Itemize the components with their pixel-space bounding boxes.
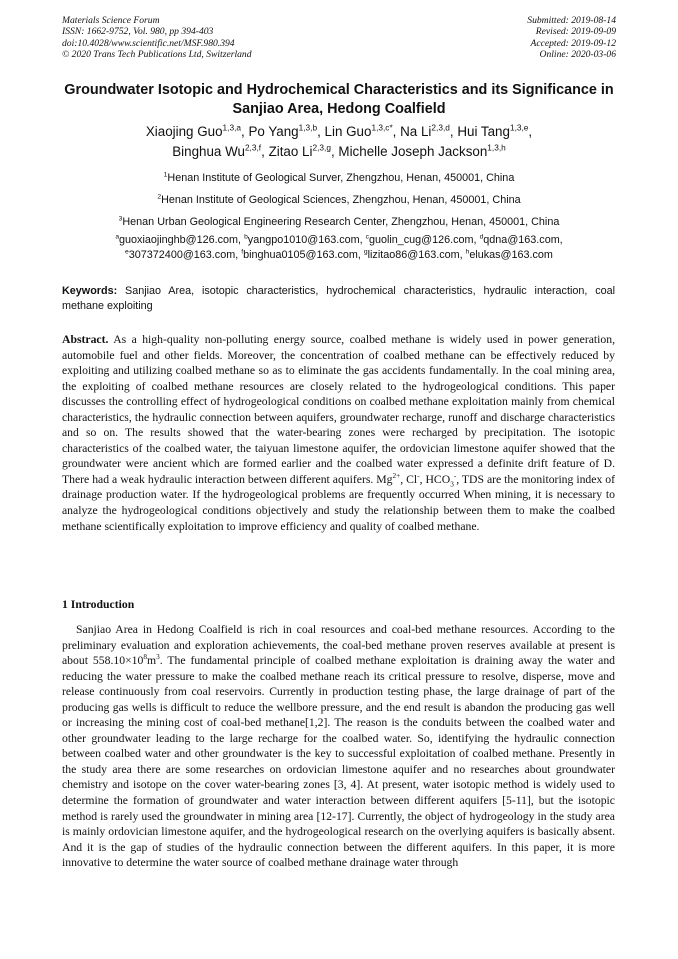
dates-header <box>527 15 616 61</box>
affiliation: $^1$Henan Institute of Geological Surver, Zhengzhou, Henan, 450001, China <box>163 171 515 184</box>
affiliation: $^2$Henan Institute of Geological Sciences, Zhengzhou, Henan, 450001, China <box>157 193 521 206</box>
author-list <box>60 122 618 162</box>
author: Zitao Li$^{2,3,g}$, <box>268 142 335 159</box>
affiliations <box>40 167 638 233</box>
author: Michelle Joseph Jackson$^{1,3,h}$ <box>338 142 506 159</box>
introduction-body: Sanjiao Area in Hedong Coalfield is rich in coal resources and coal-bed methane resources. According to the preliminary evaluation and exploration achievements, the coal-bed methane proven reserves available at present is about $558.10\times 10^8m^3$. The fundamental principle of coalbed methane exploitation is draining away the water and reducing the water pressure to make the coalbed methane reach its critical pressure to resolve, disperse, move and release continuously from coal reservoirs. Currently in production testing phase, the large drainage of part of the producing gas wells is difficult to reduce the wellbore pressure, and the end result is abandon the producing gas well or increasing the mining cost of coal-bed methane[1,2]. The reason is the conduits between the coalbed water and other groundwater leading to the large recharge for the coalbed water. So, identifying the hydraulic connection between coalbed water and other groundwater is the key to successful exploitation of coalbed methane. Presently in the study area there are some researches on ordovician limestone aquifer and no researches about groundwater chemistry and isotope on the cover water-bearing zones [3, 4]. At present, water isotopic method is widely used to determine the formation of groundwater and water interaction between different aquifers [5-11], but the isotopic method is rarely used the groundwater in mining area [12-17]. Currently, the object of hydrogeology in the study area is mainly ordovician limestone aquifer, and the hydrogeological research on the overlying aquifers is basically absent. And it is the gap of studies of the hydraulic connection between the different aquifers. In this paper, it is more innovative to determine the water source of coalbed methane drainage water through <box>62 623 616 870</box>
online-date: Online: 2020-03-06 <box>539 49 616 61</box>
email[interactable]: $^e$307372400@163.com, <box>125 248 239 261</box>
keywords <box>62 284 615 313</box>
issn-line: ISSN: 1662-9752, Vol. 980, pp 394-403 <box>62 26 214 38</box>
section-heading: 1 Introduction <box>62 598 135 611</box>
email[interactable]: $^b$yangpo1010@163.com, <box>244 233 363 246</box>
email[interactable]: $^g$lizitao86@163.com, <box>363 248 463 261</box>
abstract-label: Abstract. <box>62 333 109 346</box>
author: Lin Guo$^{1,3,c*}$, <box>324 122 397 139</box>
email[interactable]: $^h$elukas@163.com <box>465 248 553 261</box>
affiliation: $^3$Henan Urban Geological Engineering Research Center, Zhengzhou, Henan, 450001, China <box>118 215 560 228</box>
author: Binghua Wu$^{2,3,f}$, <box>172 142 265 159</box>
email-line <box>40 248 638 263</box>
accepted-date: Accepted: 2019-09-12 <box>530 37 616 49</box>
author: Xiaojing Guo$^{1,3,a}$, <box>145 122 245 139</box>
copyright-line: © 2020 Trans Tech Publications Ltd, Switzerland <box>62 49 252 61</box>
email[interactable]: $^f$binghua0105@163.com, <box>241 248 361 261</box>
abstract: Abstract. As a high-quality non-polluting energy source, coalbed methane is widely used in power generation, automobile fuel and other fields. Moreover, the concentration of coalbed methane can be effectively reduced by exploiting and utilizing coalbed methane so as to eliminate the gas accidents fundamentally. In the coal mining area, the exploiting of coalbed methane resources are closely related to the hydrogeological conditions. This paper discusses the controlling effect of hydrogeological conditions on coalbed methane exploitation mainly from chemical characteristics, the hydraulic connection between aquifers, groundwater recharge, runoff and discharge characteristics and so on. The results showed that the water-bearing zones were recharged by precipitation. The isotopic characteristics of the coalbed water, the taiyuan limestone aquifer, the ordovician limestone aquifer showed that the groundwater were ancient which are formed earlier and the coalbed water expressed a definite drift feature of D. There had a weak hydraulic interaction between different aquifers. $Mg^{2+}$, Cl-, $HCO_3^-$, TDS are the monitoring index of drainage production water. If the hydrogeological problems are frequently occurred When mining, it is necessary to analyze the hydrogeological conditions objectively and study the relationship between them to make the coalbed methane scientifically exploitation to improve efficiency and quality of coalbed methane. <box>62 333 616 533</box>
keywords-text: Sanjiao Area, isotopic characteristics, hydrochemical characteristics, hydraulic interaction, coal methane exploiting <box>62 285 615 312</box>
author: Hui Tang$^{1,3,e}$, <box>457 122 533 139</box>
journal-header <box>62 15 252 61</box>
email[interactable]: $^d$qdna@163.com, <box>479 233 563 246</box>
paper-title: Groundwater Isotopic and Hydrochemical Characteristics and its Significance in Sanjiao Area, Hedong Coalfield <box>64 82 614 117</box>
author: Po Yang$^{1,3,b}$, <box>248 122 321 139</box>
abstract-text: As a high-quality non-polluting energy source, coalbed methane is widely used in power generation, automobile fuel and other fields. Moreover, the concentration of coalbed methane can be effectively reduced by exploiting and utilizing coalbed methane so as to eliminate the gas accidents fundamentally. In the coal mining area, the exploiting of coalbed methane resources are closely related to the hydrogeological conditions. This paper discusses the controlling effect of hydrogeological conditions on coalbed methane exploitation mainly from chemical characteristics, the hydraulic connection between aquifers, groundwater recharge, runoff and discharge characteristics and so on. The results showed that the water-bearing zones were recharged by precipitation. The isotopic characteristics of the coalbed water, the taiyuan limestone aquifer, the ordovician limestone aquifer showed that the groundwater were ancient which are formed earlier and the coalbed water expressed a definite drift feature of D. There had a weak hydraulic interaction between different aquifers. Mg <box>62 333 616 486</box>
journal-name: Materials Science Forum <box>62 15 160 26</box>
email-list <box>40 233 638 263</box>
keywords-label: Keywords: <box>62 285 118 297</box>
submitted-date: Submitted: 2019-08-14 <box>527 15 616 26</box>
author: Na Li$^{2,3,d}$, <box>400 122 454 139</box>
revised-date: Revised: 2019-09-09 <box>535 26 616 38</box>
doi-line: doi:10.4028/www.scientific.net/MSF.980.394 <box>62 37 235 49</box>
email[interactable]: $^c$guolin_cug@126.com, <box>365 233 477 246</box>
email[interactable]: $^a$guoxiaojinghb@126.com, <box>115 233 242 246</box>
email-line <box>40 233 638 248</box>
